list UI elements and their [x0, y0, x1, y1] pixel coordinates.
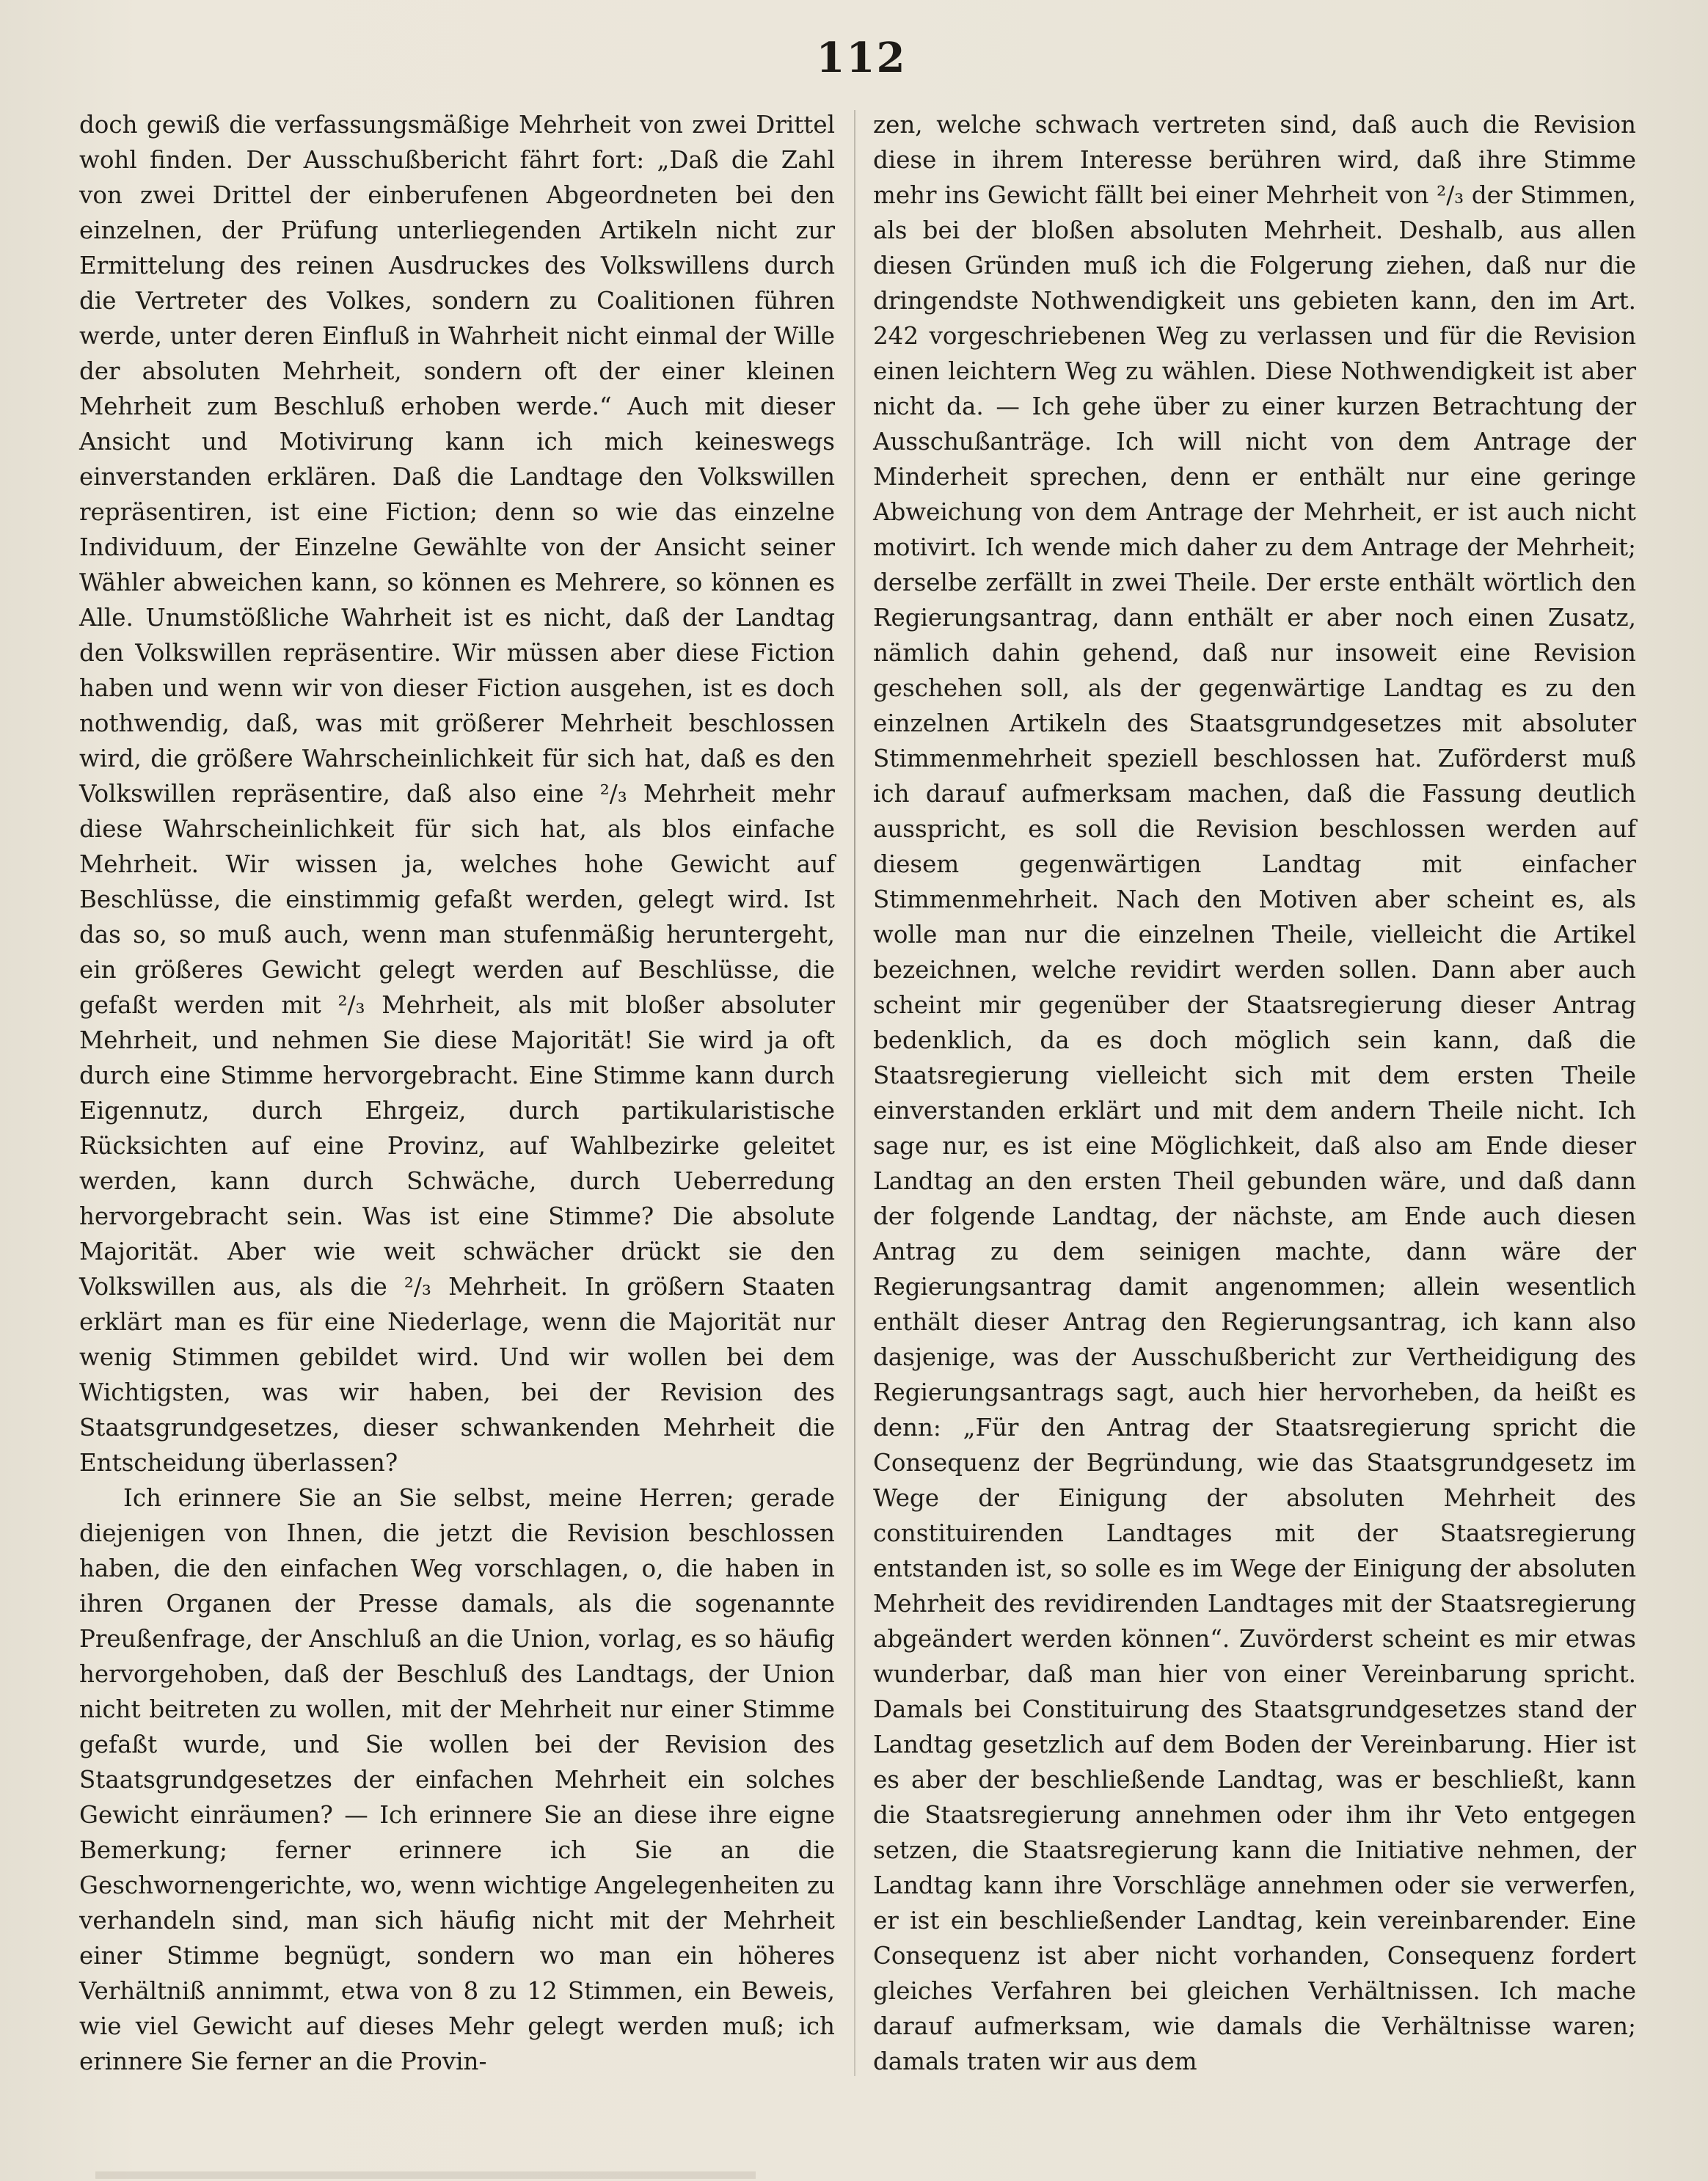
right-column — [873, 107, 1636, 2079]
left-paragraph-2: Ich erinnere Sie an Sie selbst, meine Herren; gerade diejenigen von Ihnen, die jetzt die Revision beschlossen haben, die den einfachen Weg vorschlagen, o, die haben in ihren Organen der Presse damals, als die sogenannte Preußenfrage, der Anschluß an die Union, vorlag, es so häufig hervorgehoben, daß der Beschluß des Landtags, der Union nicht beitreten zu wollen, mit der Mehrheit nur einer Stimme gefaßt wurde, und Sie wollen bei der Revision des Staatsgrundgesetzes der einfachen Mehrheit ein solches Gewicht einräumen? — Ich erinnere Sie an diese ihre eigne Bemerkung; ferner erinnere ich Sie an die Geschwornengerichte, wo, wenn wichtige Angelegenheiten zu verhandeln sind, man sich häufig nicht mit der Mehrheit einer Stimme begnügt, sondern wo man ein höheres Verhältniß annimmt, etwa von 8 zu 12 Stimmen, ein Beweis, wie viel Gewicht auf dieses Mehr gelegt werden muß; ich erinnere Sie ferner an die Provin- — [79, 1484, 835, 2075]
left-paragraph-1: doch gewiß die verfassungsmäßige Mehrheit von zwei Drittel wohl finden. Der Ausschußbericht fährt fort: „Daß die Zahl von zwei Drittel der einberufenen Abgeordneten bei den einzelnen, der Prüfung unterliegenden Artikeln nicht zur Ermittelung des reinen Ausdruckes des Volkswillens durch die Vertreter des Volkes, sondern zu Coalitionen führen werde, unter deren Einfluß in Wahrheit nicht einmal der Wille der absoluten Mehrheit, sondern oft der einer kleinen Mehrheit zum Beschluß erhoben werde.“ Auch mit dieser Ansicht und Motivirung kann ich mich keineswegs einverstanden erklären. Daß die Landtage den Volkswillen repräsentiren, ist eine Fiction; denn so wie das einzelne Individuum, der Einzelne Gewählte von der Ansicht seiner Wähler abweichen kann, so können es Mehrere, so können es Alle. Unumstößliche Wahrheit ist es nicht, daß der Landtag den Volkswillen repräsentire. Wir müssen aber diese Fiction haben und wenn wir von dieser Fiction ausgehen, ist es doch nothwendig, daß, was mit größerer Mehrheit beschlossen wird, die größere Wahrscheinlichkeit für sich hat, daß es den Volkswillen repräsentire, daß also eine ²/₃ Mehrheit mehr diese Wahrscheinlichkeit für sich hat, als blos einfache Mehrheit. Wir wissen ja, welches hohe Gewicht auf Beschlüsse, die einstimmig gefaßt werden, gelegt wird. Ist das so, so muß auch, wenn man stufenmäßig heruntergeht, ein größeres Gewicht gelegt werden auf Beschlüsse, die gefaßt werden mit ²/₃ Mehrheit, als mit bloßer absoluter Mehrheit, und nehmen Sie diese Majorität! Sie wird ja oft durch eine Stimme hervorgebracht. Eine Stimme kann durch Eigennutz, durch Ehrgeiz, durch partikularistische Rücksichten auf eine Provinz, auf Wahlbezirke geleitet werden, kann durch Schwäche, durch Ueberredung hervorgebracht sein. Was ist eine Stimme? Die absolute Majorität. Aber wie weit schwächer drückt sie den Volkswillen aus, als die ²/₃ Mehrheit. In größern Staaten erklärt man es für eine Niederlage, wenn die Majorität nur wenig Stimmen gebildet wird. Und wir wollen bei dem Wichtigsten, was wir haben, bei der Revision des Staatsgrundgesetzes, dieser schwankenden Mehrheit die Entscheidung überlassen? — [79, 111, 835, 1477]
bleed-through-mark — [95, 2171, 756, 2179]
column-divider — [854, 110, 855, 2076]
left-column — [79, 107, 835, 2079]
page-number: 112 — [816, 34, 907, 82]
right-paragraph-1: zen, welche schwach vertreten sind, daß auch die Revision diese in ihrem Interesse berühren wird, daß ihre Stimme mehr ins Gewicht fällt bei einer Mehrheit von ²/₃ der Stimmen, als bei der bloßen absoluten Mehrheit. Deshalb, aus allen diesen Gründen muß ich die Folgerung ziehen, daß nur die dringendste Nothwendigkeit uns gebieten kann, den im Art. 242 vorgeschriebenen Weg zu verlassen und für die Revision einen leichtern Weg zu wählen. Diese Nothwendigkeit ist aber nicht da. — Ich gehe über zu einer kurzen Betrachtung der Ausschußanträge. Ich will nicht von dem Antrage der Minderheit sprechen, denn er enthält nur eine geringe Abweichung von dem Antrage der Mehrheit, er ist auch nicht motivirt. Ich wende mich daher zu dem Antrage der Mehrheit; derselbe zerfällt in zwei Theile. Der erste enthält wörtlich den Regierungsantrag, dann enthält er aber noch einen Zusatz, nämlich dahin gehend, daß nur insoweit eine Revision geschehen soll, als der gegenwärtige Landtag es zu den einzelnen Artikeln des Staatsgrundgesetzes mit absoluter Stimmenmehrheit speziell beschlossen hat. Zuförderst muß ich darauf aufmerksam machen, daß die Fassung deutlich ausspricht, es soll die Revision beschlossen werden auf diesem gegenwärtigen Landtag mit einfacher Stimmenmehrheit. Nach den Motiven aber scheint es, als wolle man nur die einzelnen Theile, vielleicht die Artikel bezeichnen, welche revidirt werden sollen. Dann aber auch scheint mir gegenüber der Staatsregierung dieser Antrag bedenklich, da es doch möglich sein kann, daß die Staatsregierung vielleicht sich mit dem ersten Theile einverstanden erklärt und mit dem andern Theile nicht. Ich sage nur, es ist eine Möglichkeit, daß also am Ende dieser Landtag an den ersten Theil gebunden wäre, und daß dann der folgende Landtag, der nächste, am Ende auch diesen Antrag zu dem seinigen machte, dann wäre der Regierungsantrag damit angenommen; allein wesentlich enthält dieser Antrag den Regierungsantrag, ich kann also dasjenige, was der Ausschußbericht zur Vertheidigung des Regierungsantrags sagt, auch hier hervorheben, da heißt es denn: „Für den Antrag der Staatsregierung spricht die Consequenz der Begründung, wie das Staatsgrundgesetz im Wege der Einigung der absoluten Mehrheit des constituirenden Landtages mit der Staatsregierung entstanden ist, so solle es im Wege der Einigung der absoluten Mehrheit des revidirenden Landtages mit der Staatsregierung abgeändert werden können“. Zuvörderst scheint es mir etwas wunderbar, daß man hier von einer Vereinbarung spricht. Damals bei Constituirung des Staatsgrundgesetzes stand der Landtag gesetzlich auf dem Boden der Vereinbarung. Hier ist es aber der beschließende Landtag, was er beschließt, kann die Staatsregierung annehmen oder ihm ihr Veto entgegen setzen, die Staatsregierung kann die Initiative nehmen, der Landtag kann ihre Vorschläge annehmen oder sie verwerfen, er ist ein beschließender Landtag, kein vereinbarender. Eine Consequenz ist aber nicht vorhanden, Consequenz fordert gleiches Verfahren bei gleichen Verhältnissen. Ich mache darauf aufmerksam, wie damals die Verhältnisse waren; damals traten wir aus dem — [873, 111, 1636, 2075]
